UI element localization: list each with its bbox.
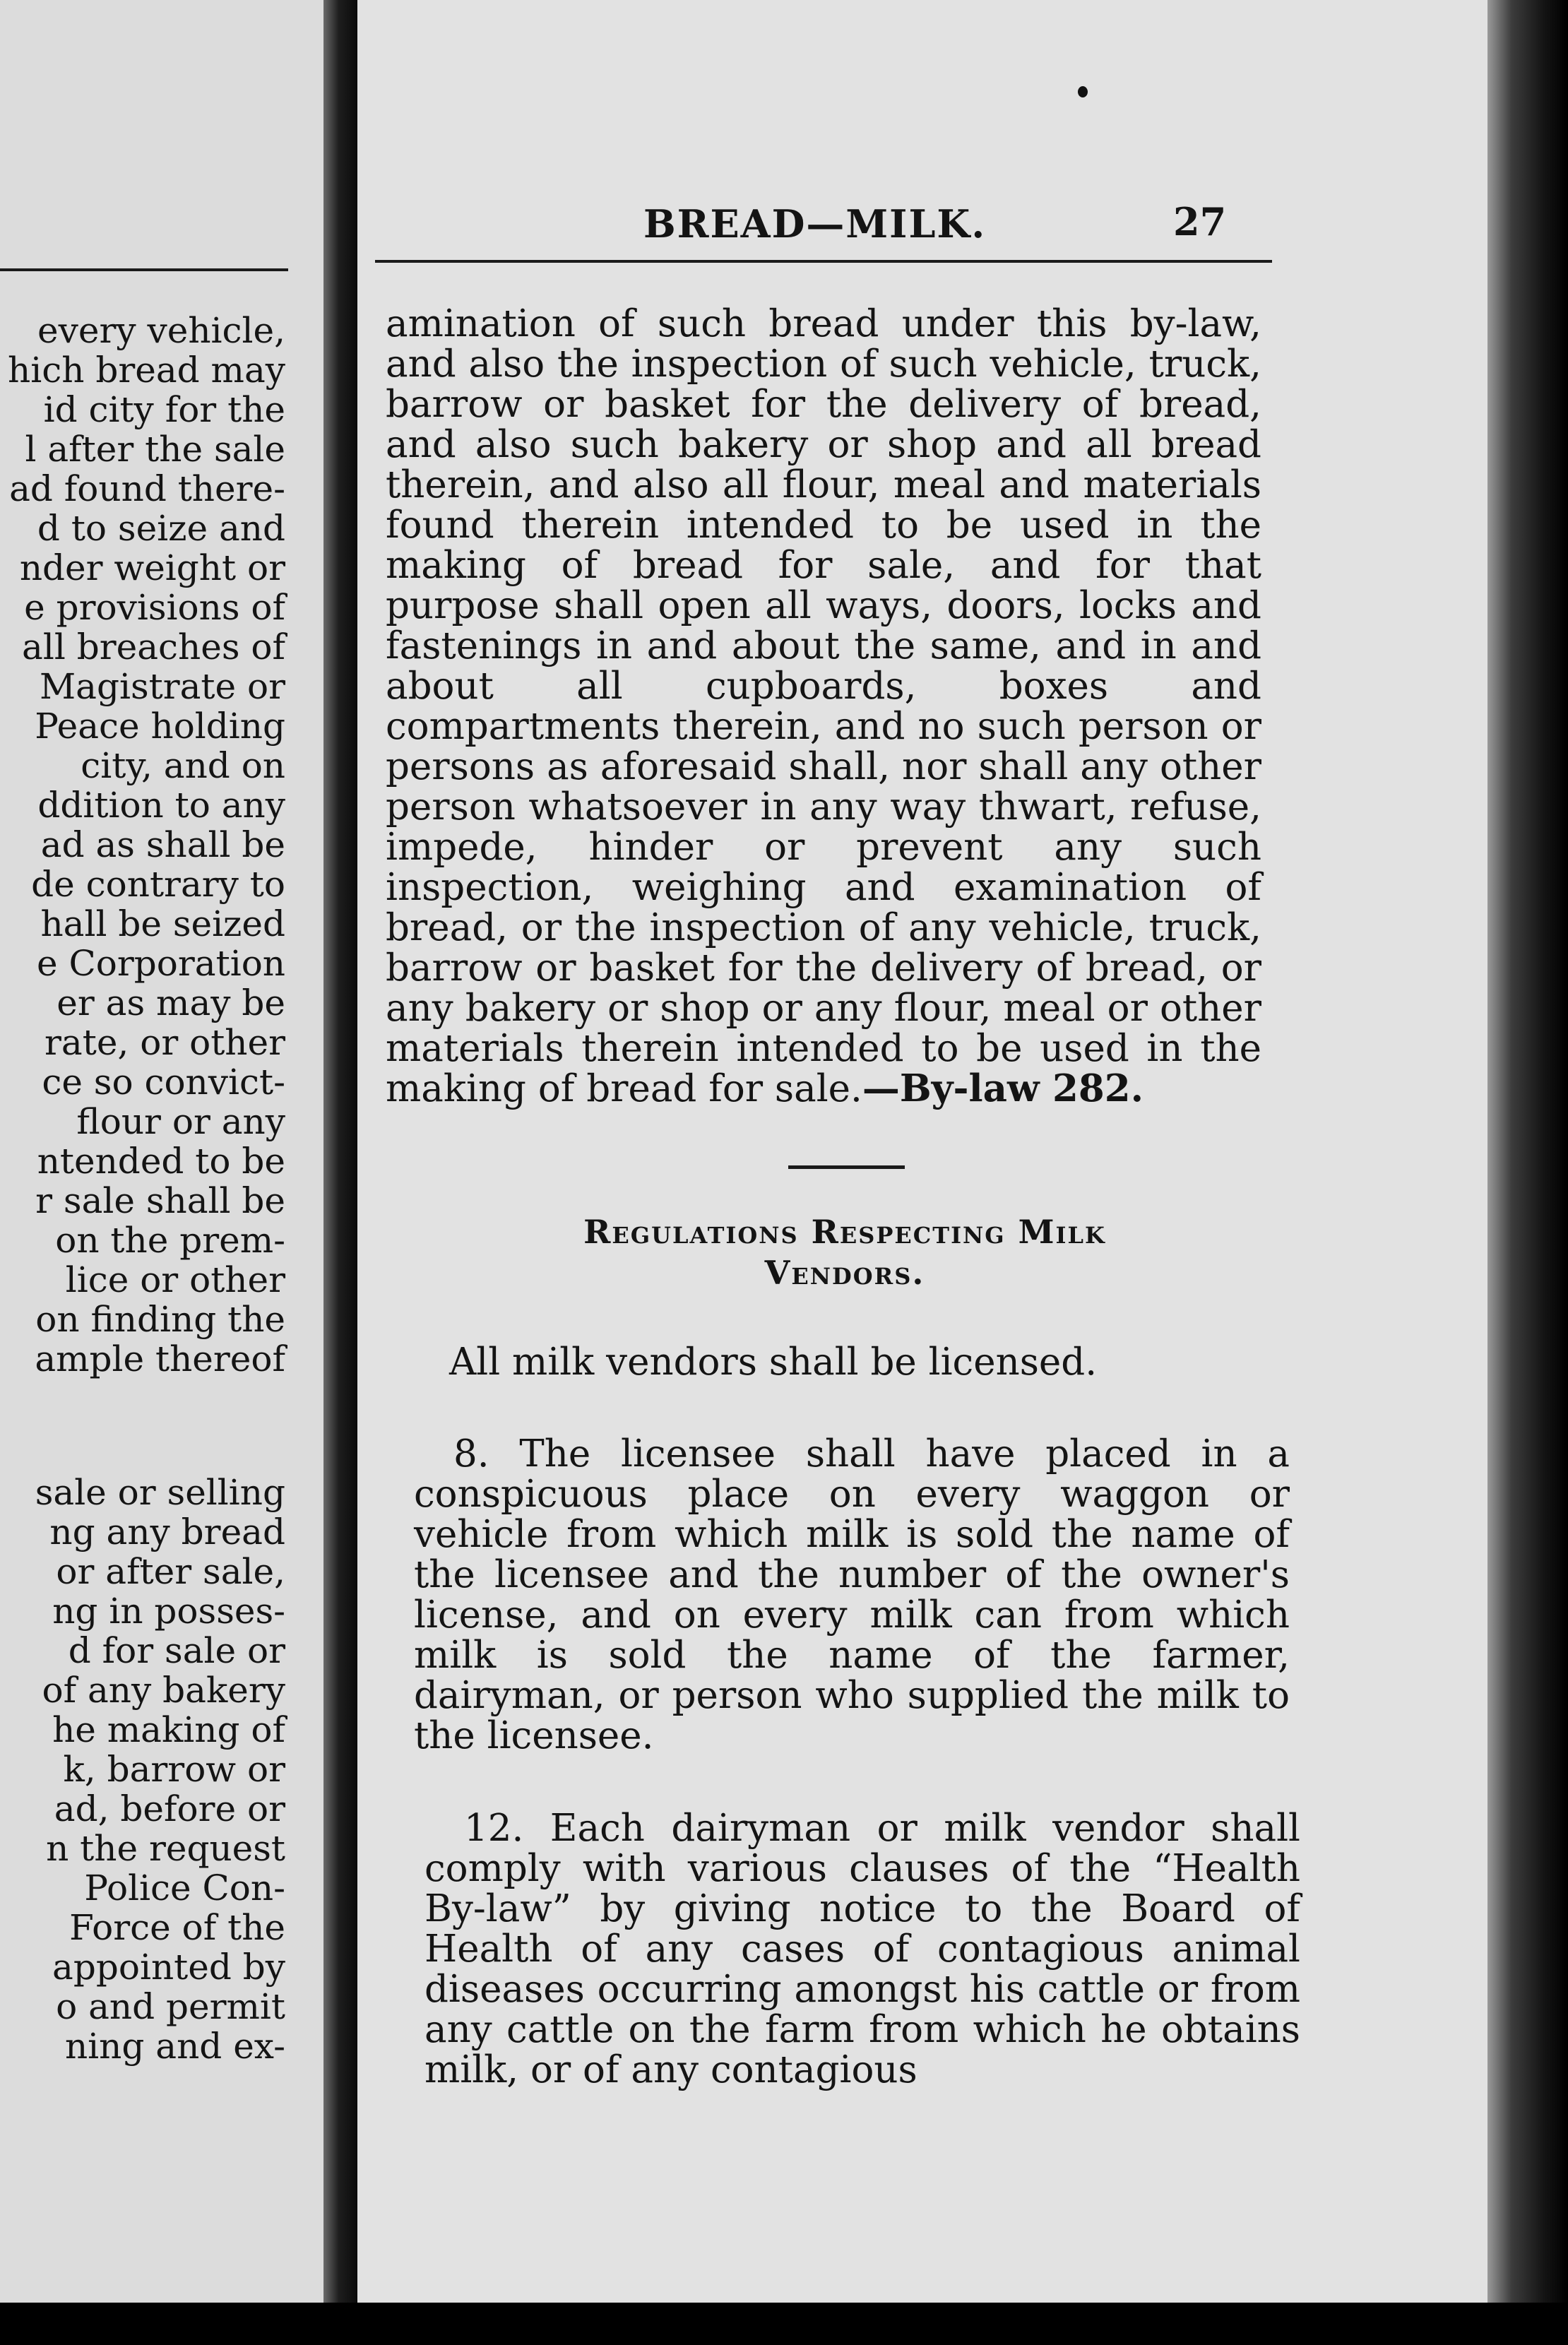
page-number: 27 xyxy=(1173,199,1227,244)
section-heading-line-2: Vendors. xyxy=(764,1254,925,1292)
left-page-line: ample thereof xyxy=(35,1338,285,1379)
left-page-line: hich bread may xyxy=(8,350,285,391)
left-page-line: er as may be xyxy=(57,982,285,1023)
left-page-line: l after the sale xyxy=(25,429,285,470)
left-page-line: n the request xyxy=(46,1828,285,1869)
left-page-line: ce so convict- xyxy=(42,1062,285,1103)
paragraph-8-text: The licensee shall have placed in a conspicuous place on every waggon or vehicle from which milk is sold the name of the licensee and the number of the owner's license, and on every milk can from which milk is sold the name of the farmer, dairyman, or person who supplied the milk to the licensee. xyxy=(414,1432,1290,1757)
section-heading xyxy=(407,1211,1283,1293)
left-page-line: every vehicle, xyxy=(37,310,285,351)
paragraph-8-number: 8. xyxy=(453,1432,489,1476)
left-page-line: flour or any xyxy=(76,1101,285,1142)
left-page-line: d for sale or xyxy=(68,1630,285,1671)
left-page-line: Peace holding xyxy=(35,706,285,747)
continued-paragraph-text: amination of such bread under this by-law, and also the inspection of such vehicle, truck, barrow or basket for the delivery of bread, and also such bakery or shop and all bread therein, and also all flour, meal and materials found therein intended to be used in the making of bread for sale, and for that purpose shall open all ways, doors, locks and fastenings in and about the same, and in and about all cupboards, boxes and compartments therein, and no such person or persons as aforesaid shall, nor shall any other person whatsoever in any way thwart, refuse, impede, hinder or prevent any such inspection, weighing and examination of bread, or the inspection of any vehicle, truck, barrow or basket for the delivery of bread, or any bakery or shop or any flour, meal or other materials therein intended to be used in the making of bread for sale. xyxy=(386,302,1261,1110)
left-page-line: sale or selling xyxy=(35,1472,285,1513)
paragraph-8 xyxy=(414,1434,1290,1756)
book-gutter xyxy=(323,0,357,2345)
left-page-line: nder weight or xyxy=(19,547,285,588)
section-heading-line-1: Regulations Respecting Milk xyxy=(583,1213,1106,1251)
left-page-line: id city for the xyxy=(43,389,285,430)
left-page-line: ddition to any xyxy=(37,785,285,826)
left-page-line: Police Con- xyxy=(84,1868,285,1908)
left-page-line: city, and on xyxy=(81,745,285,786)
license-paragraph-text: All milk vendors shall be licensed. xyxy=(449,1341,1098,1384)
left-page-line: he making of xyxy=(52,1709,285,1750)
left-page-line: de contrary to xyxy=(31,864,285,905)
left-page-line: Magistrate or xyxy=(39,666,285,707)
paragraph-12 xyxy=(424,1808,1300,2090)
left-page-line: appointed by xyxy=(52,1947,285,1988)
left-page-line: lice or other xyxy=(65,1259,285,1300)
page-edge-shadow xyxy=(1487,0,1568,2345)
left-page-line: of any bakery xyxy=(42,1670,285,1711)
left-page-line: all breaches of xyxy=(22,627,285,667)
left-page-line: ng any bread xyxy=(49,1512,285,1553)
left-page-line: o and permit xyxy=(56,1986,285,2027)
left-page-line: e Corporation xyxy=(37,943,285,984)
left-page-line: k, barrow or xyxy=(63,1749,285,1790)
left-page-line: hall be seized xyxy=(40,903,285,944)
continued-paragraph xyxy=(386,304,1261,1109)
left-page-line: ad as shall be xyxy=(40,824,285,865)
left-page-header-rule xyxy=(0,268,288,271)
header-rule xyxy=(375,260,1272,263)
right-page xyxy=(357,0,1487,2303)
left-page-line: ad found there- xyxy=(9,468,285,509)
left-page-line: ning and ex- xyxy=(64,2026,285,2067)
left-page-line: Force of the xyxy=(69,1907,285,1948)
left-page-line: ng in posses- xyxy=(52,1591,285,1632)
license-paragraph xyxy=(449,1342,1325,1382)
left-page-line: ntended to be xyxy=(37,1141,285,1182)
bylaw-reference: —By-law 282. xyxy=(862,1067,1144,1110)
left-page-line: on finding the xyxy=(35,1299,285,1340)
paragraph-12-number: 12. xyxy=(464,1807,524,1850)
paragraph-12-text: Each dairyman or milk vendor shall comply with various clauses of the “Health By-law” by giving notice to the Board of Health of any cases of contagious animal diseases occurring amongst his cattle or from any cattle on the farm from which he obtains milk, or of any contagious xyxy=(424,1807,1300,2091)
left-page-line: e provisions of xyxy=(24,587,285,628)
left-page-line: r sale shall be xyxy=(35,1180,285,1221)
running-head: BREAD—MILK. xyxy=(643,201,987,247)
ink-spot xyxy=(1078,86,1088,97)
left-page-line: or after sale, xyxy=(56,1551,285,1592)
bottom-edge xyxy=(0,2303,1568,2345)
left-page-line: ad, before or xyxy=(54,1788,285,1829)
section-divider xyxy=(788,1165,905,1169)
left-page xyxy=(0,0,323,2303)
left-page-line: rate, or other xyxy=(44,1022,285,1063)
left-page-line: on the prem- xyxy=(55,1220,285,1261)
left-page-line: d to seize and xyxy=(37,508,285,549)
